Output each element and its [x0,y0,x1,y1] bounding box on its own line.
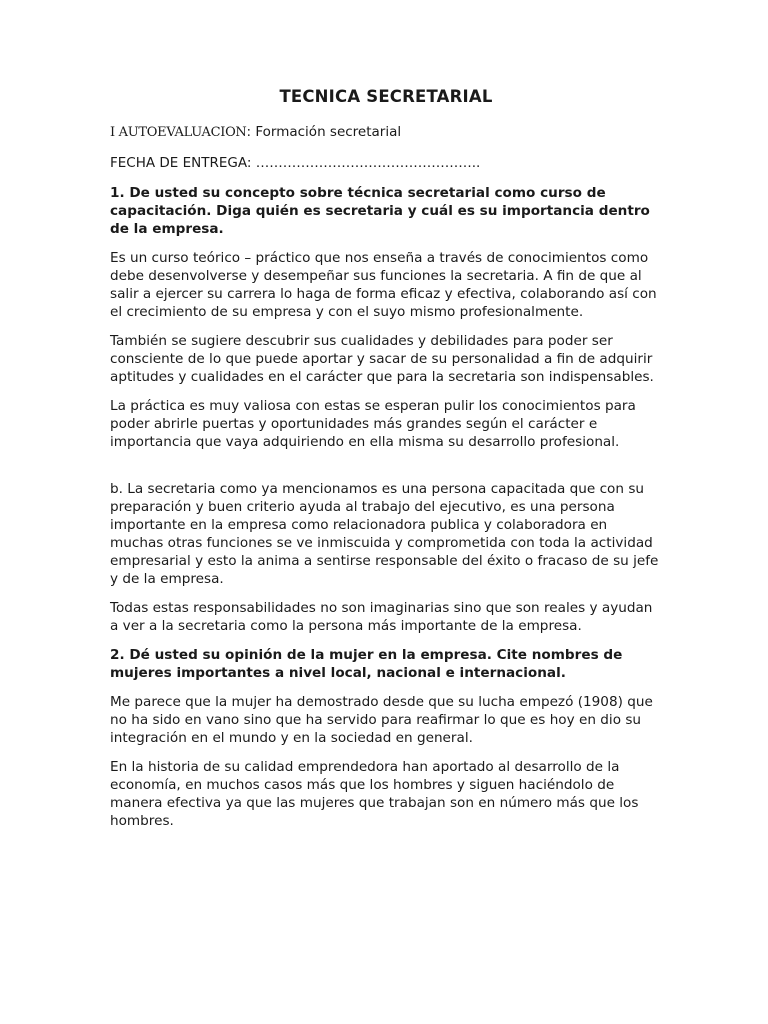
paragraph-4: b. La secretaria como ya mencionamos es una persona capacitada que con su preparación y buen criterio ayuda al trabajo del ejecutivo, es una persona importante en la empresa como relacionadora publica y colaboradora en muchas otras funciones se ve inmiscuida y comprometida con toda la actividad empresarial y esto la anima a sentirse responsable del éxito o fracaso de su jefe y de la empresa. [110,481,659,587]
paragraph-3: La práctica es muy valiosa con estas se esperan pulir los conocimientos para poder abrirle puertas y oportunidades más grandes según el carácter e importancia que vaya adquiriendo en ella misma su desarrollo profesional. [110,398,636,450]
document-body [110,86,662,841]
question-2: 2. Dé usted su opinión de la mujer en la empresa. Cite nombres de mujeres importantes a nivel local, nacional e internacional. [110,647,623,681]
autoevaluacion-value: : Formación secretarial [246,124,402,140]
autoevaluacion-label: I AUTOEVALUACION [110,125,247,140]
question-1: 1. De usted su concepto sobre técnica secretarial como curso de capacitación. Diga quién es secretaria y cuál es su importancia dentro de la empresa. [110,185,650,237]
paragraph-6: Me parece que la mujer ha demostrado desde que su lucha empezó (1908) que no ha sido en vano sino que ha servido para reafirmar lo que es hoy en dio su integración en el mundo y en la sociedad en general. [110,694,653,746]
autoevaluacion-line [110,123,662,142]
paragraph-5: Todas estas responsabilidades no son imaginarias sino que son reales y ayudan a ver a la secretaria como la persona más importante de la empresa. [110,600,653,634]
fecha-entrega-line: FECHA DE ENTREGA: ………………………………………….. [110,155,481,171]
paragraph-1: Es un curso teórico – práctico que nos enseña a través de conocimientos como debe desenvolverse y desempeñar sus funciones la secretaria. A fin de que al salir a ejercer su carrera lo haga de forma eficaz y efectiva, colaborando así con el crecimiento de su empresa y con el suyo mismo profesionalmente. [110,250,657,320]
document-title: TECNICA SECRETARIAL [279,87,493,106]
paragraph-7: En la historia de su calidad emprendedora han aportado al desarrollo de la economía, en muchos casos más que los hombres y siguen haciéndolo de manera efectiva ya que las mujeres que trabajan son en número más que los hombres. [110,759,639,829]
blank-line [110,462,662,480]
paragraph-2: También se sugiere descubrir sus cualidades y debilidades para poder ser consciente de lo que puede aportar y sacar de su personalidad a fin de adquirir aptitudes y cualidades en el carácter que para la secretaria son indispensables. [110,333,654,385]
